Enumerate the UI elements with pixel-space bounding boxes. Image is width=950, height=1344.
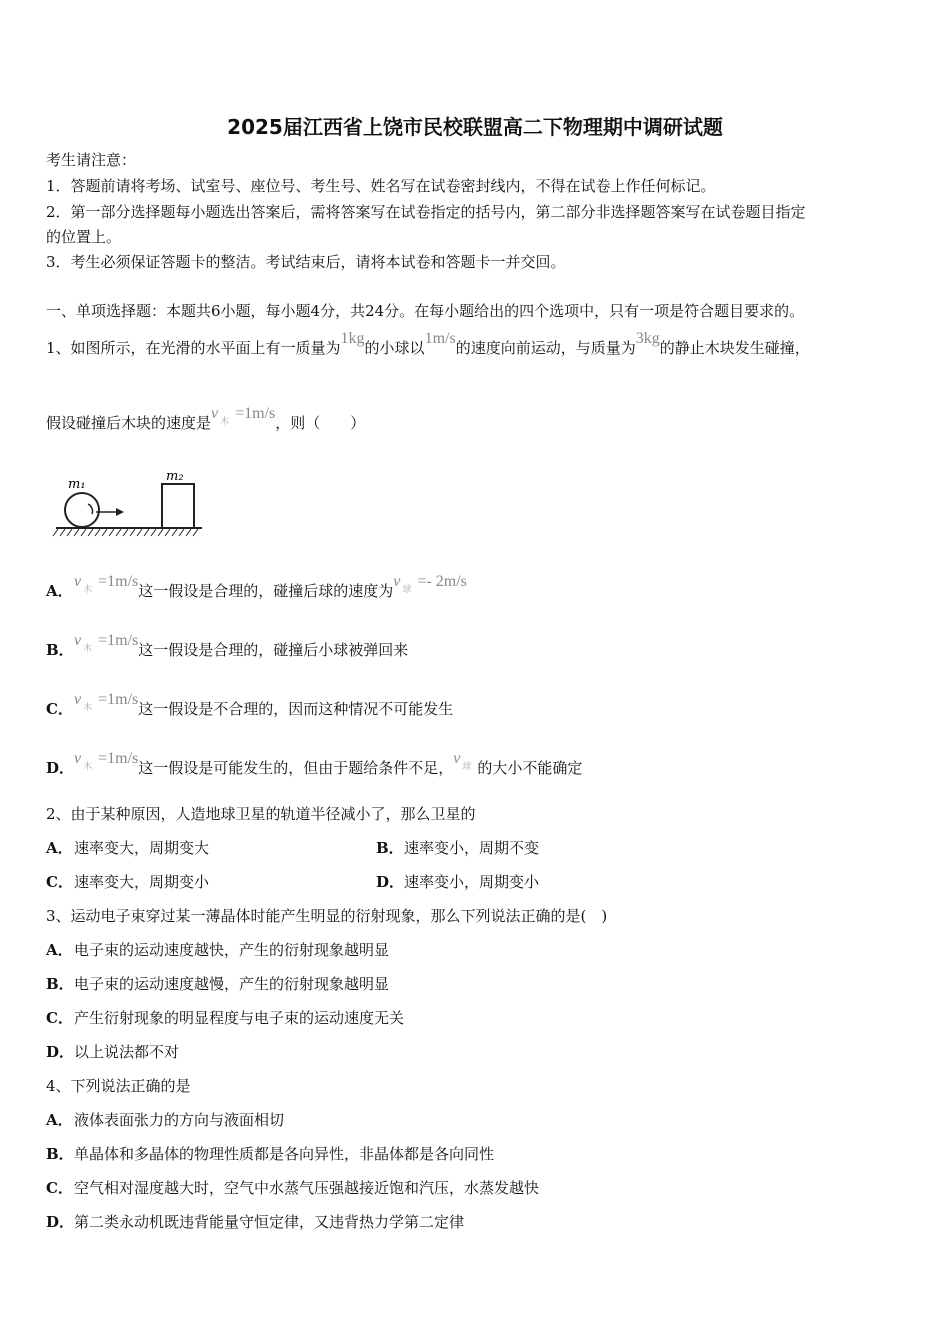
- m1-label: m₁: [68, 477, 86, 492]
- q2-option-c: C．速率变大，周期变小: [46, 873, 210, 891]
- ball-shape: [65, 493, 99, 527]
- q1-option-a: A．v $_木$ =1m/s这一假设是合理的，碰撞后球的速度为v $_球$ =- 2m/s: [46, 573, 467, 600]
- notice-item: 的位置上。: [46, 228, 122, 246]
- collision-figure: [52, 466, 212, 542]
- q1-stem-line1: 1、如图所示，在光滑的水平面上有一质量为1kg的小球以1m/s的速度向前运动，与质量为3kg的静止木块发生碰撞，: [46, 330, 810, 357]
- q4-option-b: B．单晶体和多晶体的物理性质都是各向异性，非晶体都是各向同性: [46, 1145, 495, 1163]
- q1-mass1: 1kg: [340, 330, 365, 347]
- notice-item: 3．考生必须保证答题卡的整洁。考试结束后，请将本试卷和答题卡一并交回。: [46, 253, 566, 271]
- page-title: 2025届江西省上饶市民校联盟高二下物理期中调研试题: [227, 115, 723, 139]
- q1-option-c: C．v $_木$ =1m/s这一假设是不合理的，因而这种情况不可能发生: [46, 691, 454, 718]
- q4-option-a: A．液体表面张力的方向与液面相切: [46, 1111, 285, 1129]
- q1-stem-line2: 假设碰撞后木块的速度是v $_木$ =1m/s，则（ ）: [46, 405, 366, 432]
- q3-option-c: C．产生衍射现象的明显程度与电子束的运动速度无关: [46, 1009, 405, 1027]
- q3-option-d: D．以上说法都不对: [46, 1043, 180, 1061]
- q3-option-b: B．电子束的运动速度越慢，产生的衍射现象越明显: [46, 975, 390, 993]
- q4-option-c: C．空气相对湿度越大时，空气中水蒸气压强越接近饱和汽压，水蒸发越快: [46, 1179, 540, 1197]
- q3-stem: 3、运动电子束穿过某一薄晶体时能产生明显的衍射现象，那么下列说法正确的是( ): [46, 907, 608, 925]
- notice-item: 2．第一部分选择题每小题选出答案后，需将答案写在试卷指定的括号内，第二部分非选择题答案写在试卷题目指定: [46, 203, 806, 221]
- q1-option-b: B．v $_木$ =1m/s这一假设是合理的，碰撞后小球被弹回来: [46, 632, 409, 659]
- q1-v-block: v $_木$ =1m/s: [211, 405, 276, 426]
- q2-option-d: D．速率变小，周期变小: [376, 873, 540, 891]
- notice-item: 1．答题前请将考场、试室号、座位号、考生号、姓名写在试卷密封线内，不得在试卷上作任何标记。: [46, 177, 716, 195]
- q4-option-d: D．第二类永动机既违背能量守恒定律，又违背热力学第二定律: [46, 1213, 465, 1231]
- q2-stem: 2、由于某种原因，人造地球卫星的轨道半径减小了，那么卫星的: [46, 805, 476, 823]
- q2-option-a: A．速率变大，周期变大: [46, 839, 210, 857]
- q1-option-d: D．v $_木$ =1m/s这一假设是可能发生的，但由于题给条件不足，v $_球$ 的大小不能确定: [46, 750, 583, 777]
- section-heading: 一、单项选择题：本题共6小题，每小题4分，共24分。在每小题给出的四个选项中，只有一项是符合题目要求的。: [46, 302, 805, 320]
- notice-heading: 考生请注意：: [46, 151, 137, 169]
- q4-stem: 4、下列说法正确的是: [46, 1077, 191, 1095]
- q1-mass2: 3kg: [635, 330, 660, 347]
- m2-label: m₂: [166, 469, 184, 484]
- block-shape: [162, 484, 194, 528]
- q2-option-b: B．速率变小，周期不变: [376, 839, 540, 857]
- q3-option-a: A．电子束的运动速度越快，产生的衍射现象越明显: [46, 941, 390, 959]
- q1-velocity: 1m/s: [424, 330, 456, 347]
